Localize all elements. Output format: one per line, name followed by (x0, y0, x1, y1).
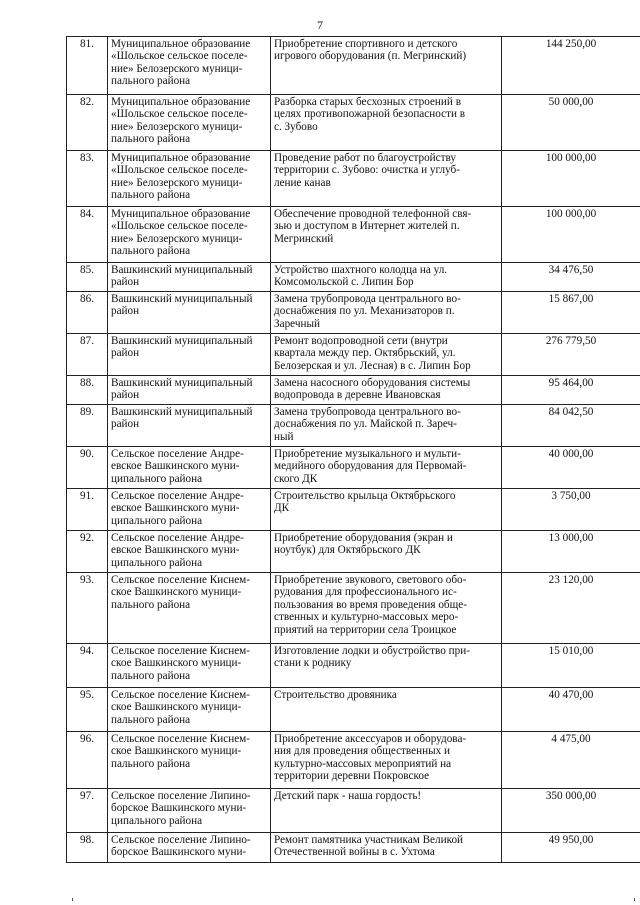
amount-cell: 13 000,00 (502, 531, 640, 573)
recipient-cell: Сельское поселение Андре- евское Вашкинского муни- ципального района (108, 489, 271, 531)
purpose-cell: Замена трубопровода центрального во- доснабжения по ул. Механизаторов п. Заречный (271, 292, 502, 334)
recipient-cell: Вашкинский муниципальный район (108, 263, 271, 292)
scan-mark (634, 898, 635, 901)
table-row (67, 833, 640, 863)
table-row (67, 405, 640, 447)
recipient-cell: Вашкинский муниципальный район (108, 292, 271, 334)
table-row (67, 644, 640, 688)
recipient-cell: Сельское поселение Андре- евское Вашкинского муни- ципального района (108, 531, 271, 573)
row-number: 83. (67, 151, 108, 207)
allocation-table (66, 36, 640, 863)
table-row (67, 376, 640, 405)
row-number: 88. (67, 376, 108, 405)
amount-cell: 350 000,00 (502, 789, 640, 833)
purpose-cell: Разборка старых бесхозных строений в целях противопожарной безопасности в с. Зубово (271, 95, 502, 151)
recipient-cell: Муниципальное образование «Шольское сельское поселе- ние» Белозерского муници- пального района (108, 207, 271, 263)
purpose-cell: Изготовление лодки и обустройство при- стани к роднику (271, 644, 502, 688)
purpose-cell: Замена трубопровода центрального во- доснабжения по ул. Майской п. Зареч- ный (271, 405, 502, 447)
recipient-cell: Сельское поселение Киснем- ское Вашкинского муници- пального района (108, 573, 271, 644)
table-row (67, 688, 640, 732)
table-row (67, 37, 640, 95)
purpose-cell: Приобретение спортивного и детского игрового оборудования (п. Мегринский) (271, 37, 502, 95)
recipient-cell: Муниципальное образование «Шольское сельское поселе- ние» Белозерского муници- пального района (108, 37, 271, 95)
recipient-cell: Муниципальное образование «Шольское сельское поселе- ние» Белозерского муници- пального района (108, 95, 271, 151)
row-number: 95. (67, 688, 108, 732)
page-number: 7 (317, 18, 323, 32)
row-number: 82. (67, 95, 108, 151)
recipient-cell: Сельское поселение Липино- борское Вашкинского муни- (108, 833, 271, 863)
row-number: 85. (67, 263, 108, 292)
row-number: 90. (67, 447, 108, 489)
table-row (67, 732, 640, 789)
amount-cell: 15 010,00 (502, 644, 640, 688)
purpose-cell: Приобретение оборудования (экран и ноутбук) для Октябрьского ДК (271, 531, 502, 573)
allocation-table-body (67, 37, 640, 863)
table-row (67, 207, 640, 263)
amount-cell: 100 000,00 (502, 151, 640, 207)
row-number: 87. (67, 334, 108, 376)
purpose-cell: Устройство шахтного колодца на ул. Комсомольской с. Липин Бор (271, 263, 502, 292)
row-number: 91. (67, 489, 108, 531)
amount-cell: 15 867,00 (502, 292, 640, 334)
row-number: 84. (67, 207, 108, 263)
purpose-cell: Строительство дровяника (271, 688, 502, 732)
row-number: 98. (67, 833, 108, 863)
row-number: 94. (67, 644, 108, 688)
recipient-cell: Вашкинский муниципальный район (108, 334, 271, 376)
table-row (67, 531, 640, 573)
recipient-cell: Сельское поселение Андре- евское Вашкинского муни- ципального района (108, 447, 271, 489)
amount-cell: 23 120,00 (502, 573, 640, 644)
row-number: 92. (67, 531, 108, 573)
amount-cell: 4 475,00 (502, 732, 640, 789)
amount-cell: 84 042,50 (502, 405, 640, 447)
recipient-cell: Сельское поселение Киснем- ское Вашкинского муници- пального района (108, 688, 271, 732)
recipient-cell: Сельское поселение Киснем- ское Вашкинского муници- пального района (108, 732, 271, 789)
table-row (67, 292, 640, 334)
row-number: 97. (67, 789, 108, 833)
purpose-cell: Ремонт водопроводной сети (внутри квартала между пер. Октябрьский, ул. Белозерская и ул. Лесная) в с. Липин Бор (271, 334, 502, 376)
row-number: 93. (67, 573, 108, 644)
row-number: 89. (67, 405, 108, 447)
purpose-cell: Строительство крыльца Октябрьского ДК (271, 489, 502, 531)
row-number: 81. (67, 37, 108, 95)
recipient-cell: Сельское поселение Липино- борское Вашкинского муни- ципального района (108, 789, 271, 833)
recipient-cell: Муниципальное образование «Шольское сельское поселе- ние» Белозерского муници- пального района (108, 151, 271, 207)
amount-cell: 40 000,00 (502, 447, 640, 489)
purpose-cell: Приобретение аксессуаров и оборудова- ния для проведения общественных и культурно-массовых мероприятий на территории деревни Покровское (271, 732, 502, 789)
amount-cell: 49 950,00 (502, 833, 640, 863)
amount-cell: 276 779,50 (502, 334, 640, 376)
table-row (67, 151, 640, 207)
recipient-cell: Вашкинский муниципальный район (108, 405, 271, 447)
table-row (67, 447, 640, 489)
amount-cell: 34 476,50 (502, 263, 640, 292)
table-row (67, 95, 640, 151)
amount-cell: 95 464,00 (502, 376, 640, 405)
row-number: 96. (67, 732, 108, 789)
amount-cell: 100 000,00 (502, 207, 640, 263)
amount-cell: 3 750,00 (502, 489, 640, 531)
purpose-cell: Обеспечение проводной телефонной свя- зью и доступом в Интернет жителей п. Мегринский (271, 207, 502, 263)
amount-cell: 40 470,00 (502, 688, 640, 732)
amount-cell: 50 000,00 (502, 95, 640, 151)
amount-cell: 144 250,00 (502, 37, 640, 95)
purpose-cell: Замена насосного оборудования системы водопровода в деревне Ивановская (271, 376, 502, 405)
table-row (67, 263, 640, 292)
row-number: 86. (67, 292, 108, 334)
purpose-cell: Приобретение звукового, светового обо- рудования для профессионального ис- пользования во время проведения обще- ственных и культурно-массовых меро- приятий на территории села Троицкое (271, 573, 502, 644)
purpose-cell: Ремонт памятника участникам Великой Отечественной войны в с. Ухтома (271, 833, 502, 863)
table-row (67, 334, 640, 376)
table-row (67, 789, 640, 833)
scan-mark (72, 898, 73, 901)
purpose-cell: Детский парк - наша гордость! (271, 789, 502, 833)
purpose-cell: Проведение работ по благоустройству территории с. Зубово: очистка и углуб- ление канав (271, 151, 502, 207)
recipient-cell: Вашкинский муниципальный район (108, 376, 271, 405)
recipient-cell: Сельское поселение Киснем- ское Вашкинского муници- пального района (108, 644, 271, 688)
table-row (67, 573, 640, 644)
purpose-cell: Приобретение музыкального и мульти- медийного оборудования для Первомай- ского ДК (271, 447, 502, 489)
table-row (67, 489, 640, 531)
